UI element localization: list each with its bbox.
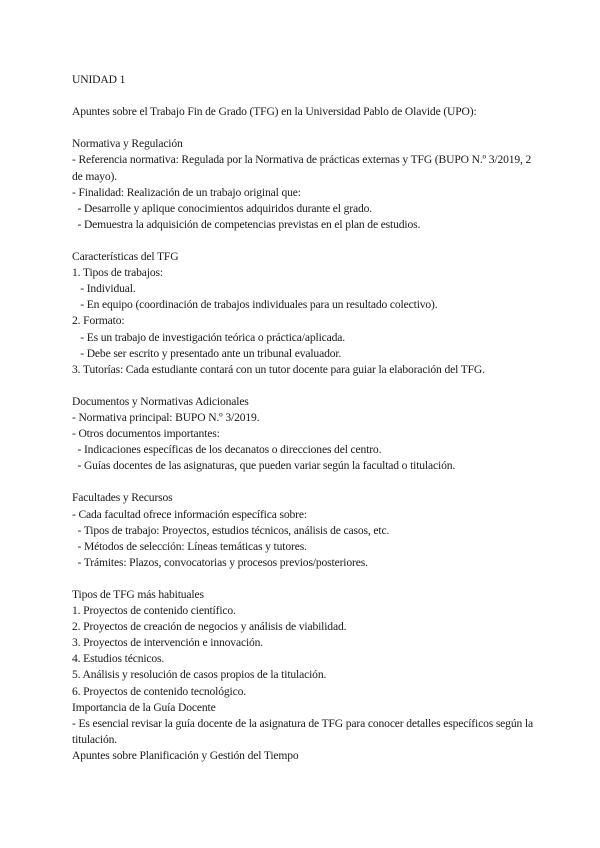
spacer (72, 88, 542, 104)
tipos-line: 6. Proyectos de contenido tecnológico. (72, 684, 246, 698)
tipos-line: 4. Estudios técnicos. (72, 652, 165, 666)
caracteristicas-line: - En equipo (coordinación de trabajos individuales para un resultado colectivo). (72, 298, 438, 312)
tipos-line: 5. Análisis y resolución de casos propios de la titulación. (72, 668, 327, 682)
unit-title: UNIDAD 1 (72, 73, 126, 86)
spacer (72, 120, 542, 136)
spacer (72, 571, 542, 587)
section-heading-facultades: Facultades y Recursos (72, 491, 173, 505)
intro-line: Apuntes sobre el Trabajo Fin de Grado (TFG) en la Universidad Pablo de Olavide (UPO): (72, 105, 477, 119)
caracteristicas-line: - Individual. (72, 282, 136, 296)
normativa-line: - Referencia normativa: Regulada por la Normativa de prácticas externas y TFG (BUPO N.º 3/2019, 2 de mayo). (72, 153, 534, 183)
normativa-line: - Finalidad: Realización de un trabajo original que: (72, 185, 301, 199)
facultades-line: - Trámites: Plazos, convocatorias y procesos previos/posteriores. (72, 555, 368, 569)
section-heading-documentos: Documentos y Normativas Adicionales (72, 394, 249, 408)
documentos-line: - Otros documentos importantes: (72, 427, 220, 441)
section-heading-guia: Importancia de la Guía Docente (72, 700, 216, 714)
section-heading-caracteristicas: Características del TFG (72, 250, 179, 264)
facultades-line: - Métodos de selección: Líneas temáticas y tutores. (72, 539, 307, 553)
document-page (72, 72, 542, 764)
tipos-line: 1. Proyectos de contenido científico. (72, 604, 236, 618)
spacer (72, 233, 542, 249)
documentos-line: - Guías docentes de las asignaturas, que pueden variar según la facultad o titulación. (72, 459, 456, 473)
documentos-line: - Normativa principal: BUPO N.º 3/2019. (72, 410, 260, 424)
documentos-line: - Indicaciones específicas de los decanatos o direcciones del centro. (72, 443, 382, 457)
section-heading-normativa: Normativa y Regulación (72, 137, 183, 151)
normativa-line: - Demuestra la adquisición de competencias previstas en el plan de estudios. (72, 217, 421, 231)
caracteristicas-line: - Debe ser escrito y presentado ante un tribunal evaluador. (72, 346, 342, 360)
caracteristicas-line: 3. Tutorías: Cada estudiante contará con un tutor docente para guiar la elaboración del TFG. (72, 362, 485, 376)
facultades-line: - Cada facultad ofrece información específica sobre: (72, 507, 307, 521)
spacer (72, 474, 542, 490)
section-heading-tipos: Tipos de TFG más habituales (72, 588, 204, 601)
caracteristicas-line: 2. Formato: (72, 314, 125, 328)
guia-line: - Es esencial revisar la guía docente de la asignatura de TFG para conocer detalles específicos según la titulación. (72, 716, 536, 746)
spacer (72, 378, 542, 394)
caracteristicas-line: 1. Tipos de trabajos: (72, 266, 163, 280)
normativa-line: - Desarrolle y aplique conocimientos adquiridos durante el grado. (72, 201, 372, 215)
caracteristicas-line: - Es un trabajo de investigación teórica o práctica/aplicada. (72, 330, 346, 344)
facultades-line: - Tipos de trabajo: Proyectos, estudios técnicos, análisis de casos, etc. (72, 523, 390, 537)
tipos-line: 3. Proyectos de intervención e innovación. (72, 636, 264, 650)
tipos-line: 2. Proyectos de creación de negocios y análisis de viabilidad. (72, 620, 347, 634)
section-heading-planificacion: Apuntes sobre Planificación y Gestión del Tiempo (72, 748, 299, 762)
